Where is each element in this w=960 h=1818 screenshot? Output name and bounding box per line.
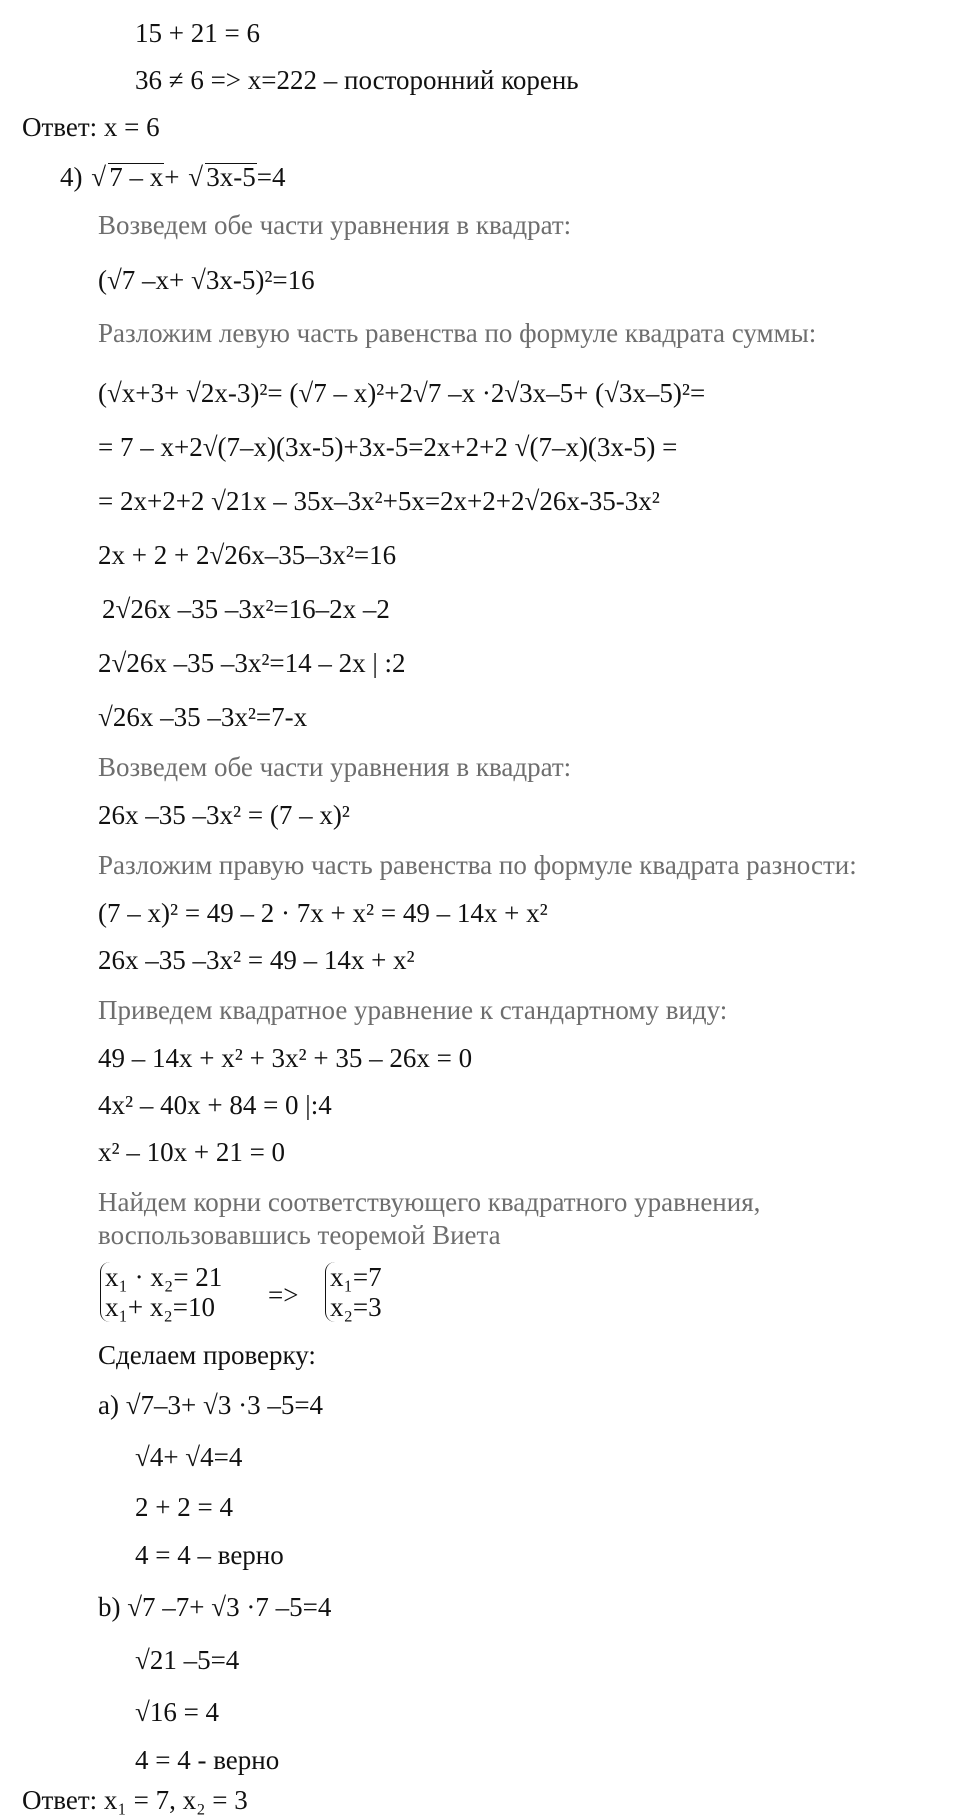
system-eq: x₁+ x₂=10 (105, 1292, 216, 1322)
step-text: Найдем корни соответствующего квадратного уравнения, (98, 1187, 761, 1217)
system-brace (325, 1262, 382, 1322)
check-b-step: √21 –5=4 (135, 1645, 240, 1675)
check-a-step: 4 = 4 – верно (135, 1540, 284, 1570)
step-text: Возведем обе части уравнения в квадрат: (98, 752, 572, 782)
sqrt-expression: √ 3x-5 (188, 162, 257, 192)
equation: (7 – x)² = 49 – 2 · 7x + x² = 49 – 14x + x² (98, 898, 548, 928)
equation: 2√26x –35 –3x²=14 – 2x | :2 (98, 648, 406, 678)
step-text: воспользовавшись теоремой Виета (98, 1220, 501, 1250)
equation: 4x² – 40x + 84 = 0 |:4 (98, 1090, 332, 1120)
step-text: Разложим правую часть равенства по формуле квадрата разности: (98, 850, 857, 880)
system-brace (100, 1262, 222, 1322)
equation: = 7 – x+2√(7–x)(3x-5)+3x-5=2x+2+2 √(7–x)(3x-5) = (98, 432, 678, 462)
equation: √26x –35 –3x²=7-x (98, 702, 308, 732)
check-a-step: 2 + 2 = 4 (135, 1492, 233, 1522)
check-b-step: √16 = 4 (135, 1697, 220, 1727)
check-heading: Сделаем проверку: (98, 1340, 316, 1370)
roots-system (325, 1262, 382, 1322)
problem-4: 4) √ 7 – x+ √ 3x-5=4 (60, 162, 285, 192)
sqrt-expression: √ 7 – x (91, 162, 164, 192)
step-text: Возведем обе части уравнения в квадрат: (98, 210, 572, 240)
system-eq: x₁ · x₂= 21 (105, 1262, 223, 1292)
equation: 49 – 14x + x² + 3x² + 35 – 26x = 0 (98, 1043, 473, 1073)
vieta-system (100, 1262, 222, 1322)
check-b-step: 4 = 4 - верно (135, 1745, 280, 1775)
equation: (√7 –x+ √3x-5)²=16 (98, 265, 315, 295)
answer-3: Ответ: x = 6 (22, 112, 160, 142)
equation: 2√26x –35 –3x²=16–2x –2 (102, 594, 390, 624)
equation: 2x + 2 + 2√26x–35–3x²=16 (98, 540, 397, 570)
check-a: a) √7–3+ √3 ·3 –5=4 (98, 1390, 324, 1420)
equation: = 2x+2+2 √21x – 35x–3x²+5x=2x+2+2√26x-35-3x² (98, 486, 660, 516)
problem-number: 4) (60, 162, 83, 192)
equation: (√x+3+ √2x-3)²= (√7 – x)²+2√7 –x ·2√3x–5+ (√3x–5)²= (98, 378, 706, 408)
equation: 26x –35 –3x² = 49 – 14x + x² (98, 945, 415, 975)
step-text: Приведем квадратное уравнение к стандартному виду: (98, 995, 728, 1025)
step-text: Разложим левую часть равенства по формуле квадрата суммы: (98, 318, 817, 348)
check-a-step: √4+ √4=4 (135, 1442, 243, 1472)
system-eq: x₂=3 (330, 1292, 382, 1322)
system-eq: x₁=7 (330, 1262, 382, 1292)
equation: x² – 10x + 21 = 0 (98, 1137, 286, 1167)
final-answer: Ответ: x₁ = 7, x₂ = 3 (22, 1785, 248, 1815)
implies-arrow: => (268, 1280, 299, 1310)
check-b: b) √7 –7+ √3 ·7 –5=4 (98, 1592, 332, 1622)
line-check-sum: 15 + 21 = 6 (135, 18, 260, 48)
line-extraneous-root: 36 ≠ 6 => x=222 – посторонний корень (135, 65, 579, 95)
equation: 26x –35 –3x² = (7 – x)² (98, 800, 350, 830)
